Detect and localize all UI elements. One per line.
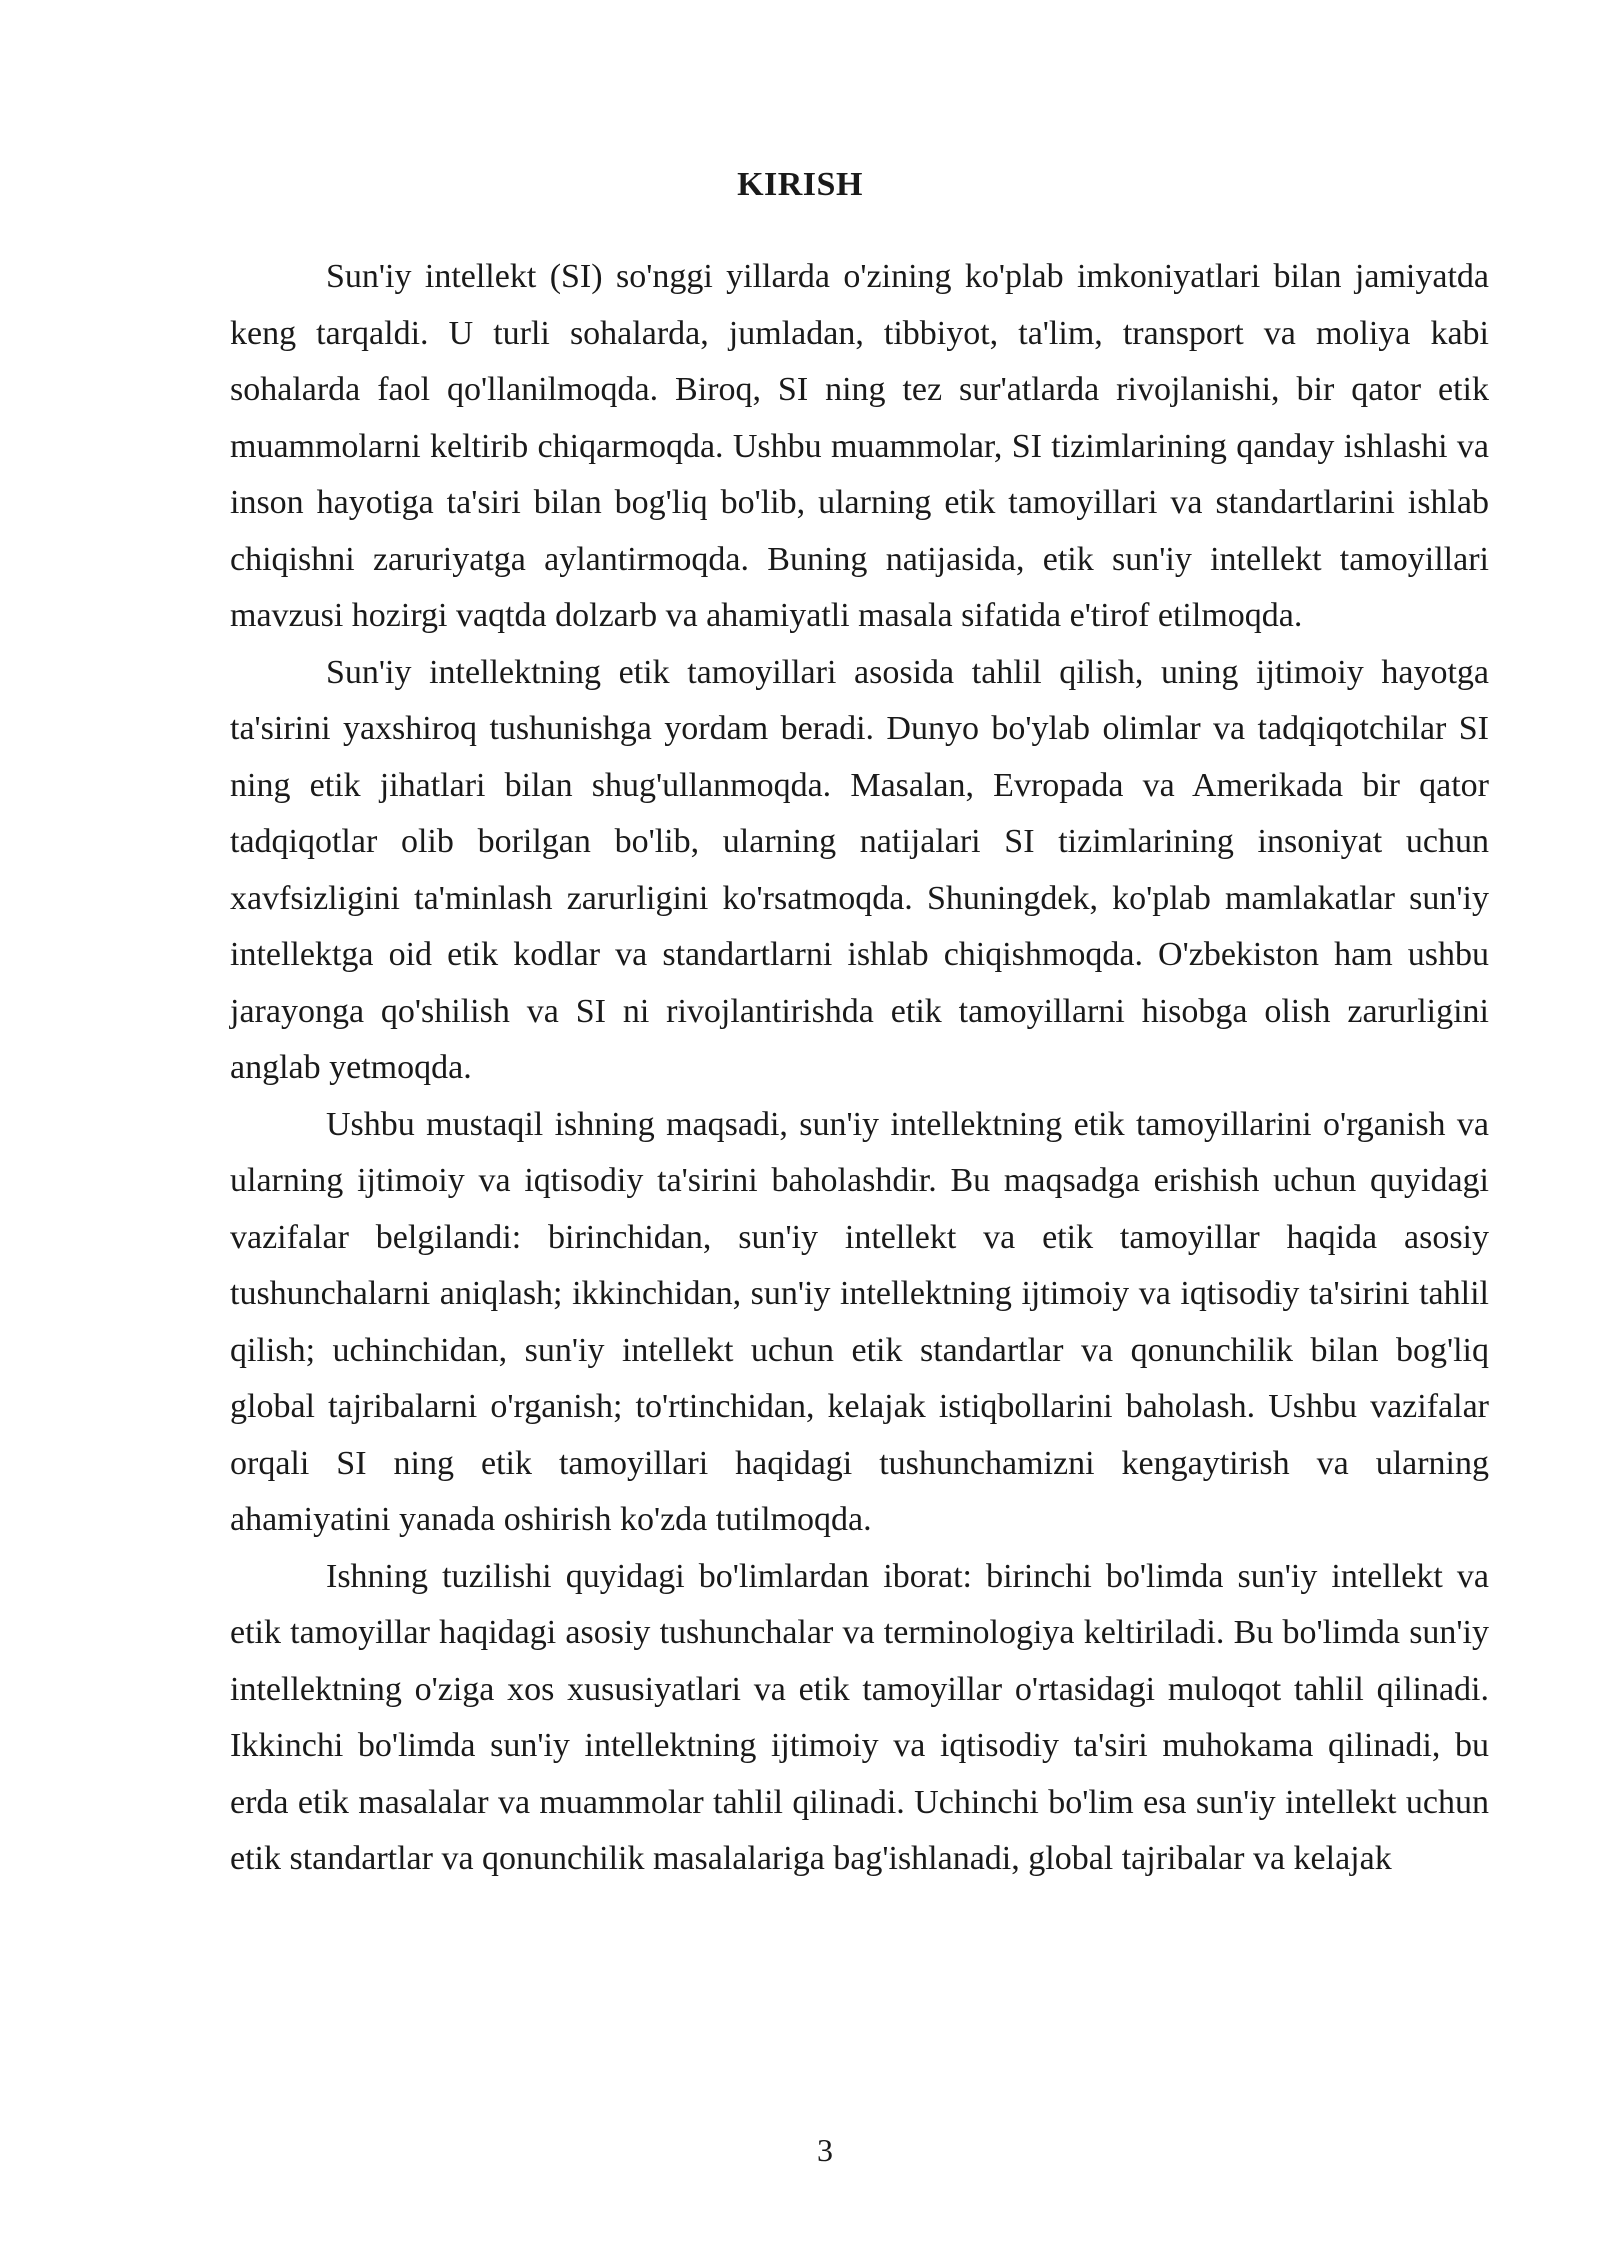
paragraph-1: Sun'iy intellekt (SI) so'nggi yillarda o'zining ko'plab imkoniyatlari bilan jamiyatda keng tarqaldi. U turli sohalarda, jumladan, tibbiyot, ta'lim, transport va moliya kabi sohalarda faol qo'llanilmoqda. Biroq, SI ning tez sur'atlarda rivojlanishi, bir qator etik muammolarni keltirib chiqarmoqda. Ushbu muammolar, SI tizimlarining qanday ishlashi va inson hayotiga ta'siri bilan bog'liq bo'lib, ularning etik tamoyillari va standartlarini ishlab chiqishni zaruriyatga aylantirmoqda. Buning natijasida, etik sun'iy intellekt tamoyillari mavzusi hozirgi vaqtda dolzarb va ahamiyatli masala sifatida e'tirof etilmoqda. bbox=[230, 258, 1489, 634]
paragraph-4: Ishning tuzilishi quyidagi bo'limlardan iborat: birinchi bo'limda sun'iy intellekt va etik tamoyillar haqidagi asosiy tushunchalar va terminologiya keltiriladi. Bu bo'limda sun'iy intellektning o'ziga xos xususiyatlari va etik tamoyillar o'rtasidagi muloqot tahlil qilinadi. Ikkinchi bo'limda sun'iy intellektning ijtimoiy va iqtisodiy ta'siri muhokama qilinadi, bu erda etik masalalar va muammolar tahlil qilinadi. Uchinchi bo'lim esa sun'iy intellekt uchun etik standartlar va qonunchilik masalalariga bag'ishlanadi, global tajribalar va kelajak bbox=[230, 1557, 1489, 1877]
page-number: 3 bbox=[817, 2132, 833, 2168]
paragraph-3: Ushbu mustaqil ishning maqsadi, sun'iy intellektning etik tamoyillarini o'rganish va ularning ijtimoiy va iqtisodiy ta'sirini baholashdir. Bu maqsadga erishish uchun quyidagi vazifalar belgilandi: birinchidan, sun'iy intellekt va etik tamoyillar haqida asosiy tushunchalarni aniqlash; ikkinchidan, sun'iy intellektning ijtimoiy va iqtisodiy ta'sirini tahlil qilish; uchinchidan, sun'iy intellekt uchun etik standartlar va qonunchilik bilan bog'liq global tajribalarni o'rganish; to'rtinchidan, kelajak istiqbollarini baholash. Ushbu vazifalar orqali SI ning etik tamoyillari haqidagi tushunchamizni kengaytirish va ularning ahamiyatini yanada oshirish ko'zda tutilmoqda. bbox=[230, 1105, 1489, 1538]
paragraph-2: Sun'iy intellektning etik tamoyillari asosida tahlil qilish, uning ijtimoiy hayotga ta'sirini yaxshiroq tushunishga yordam beradi. Dunyo bo'ylab olimlar va tadqiqotchilar SI ning etik jihatlari bilan shug'ullanmoqda. Masalan, Evropada va Amerikada bir qator tadqiqotlar olib borilgan bo'lib, ularning natijalari SI tizimlarining insoniyat uchun xavfsizligini ta'minlash zarurligini ko'rsatmoqda. Shuningdek, ko'plab mamlakatlar sun'iy intellektga oid etik kodlar va standartlarni ishlab chiqishmoqda. O'zbekiston ham ushbu jarayonga qo'shilish va SI ni rivojlantirishda etik tamoyillarni hisobga olish zarurligini anglab yetmoqda. bbox=[230, 653, 1489, 1086]
body-text bbox=[230, 249, 1489, 1888]
page-title: KIRISH bbox=[737, 166, 863, 203]
